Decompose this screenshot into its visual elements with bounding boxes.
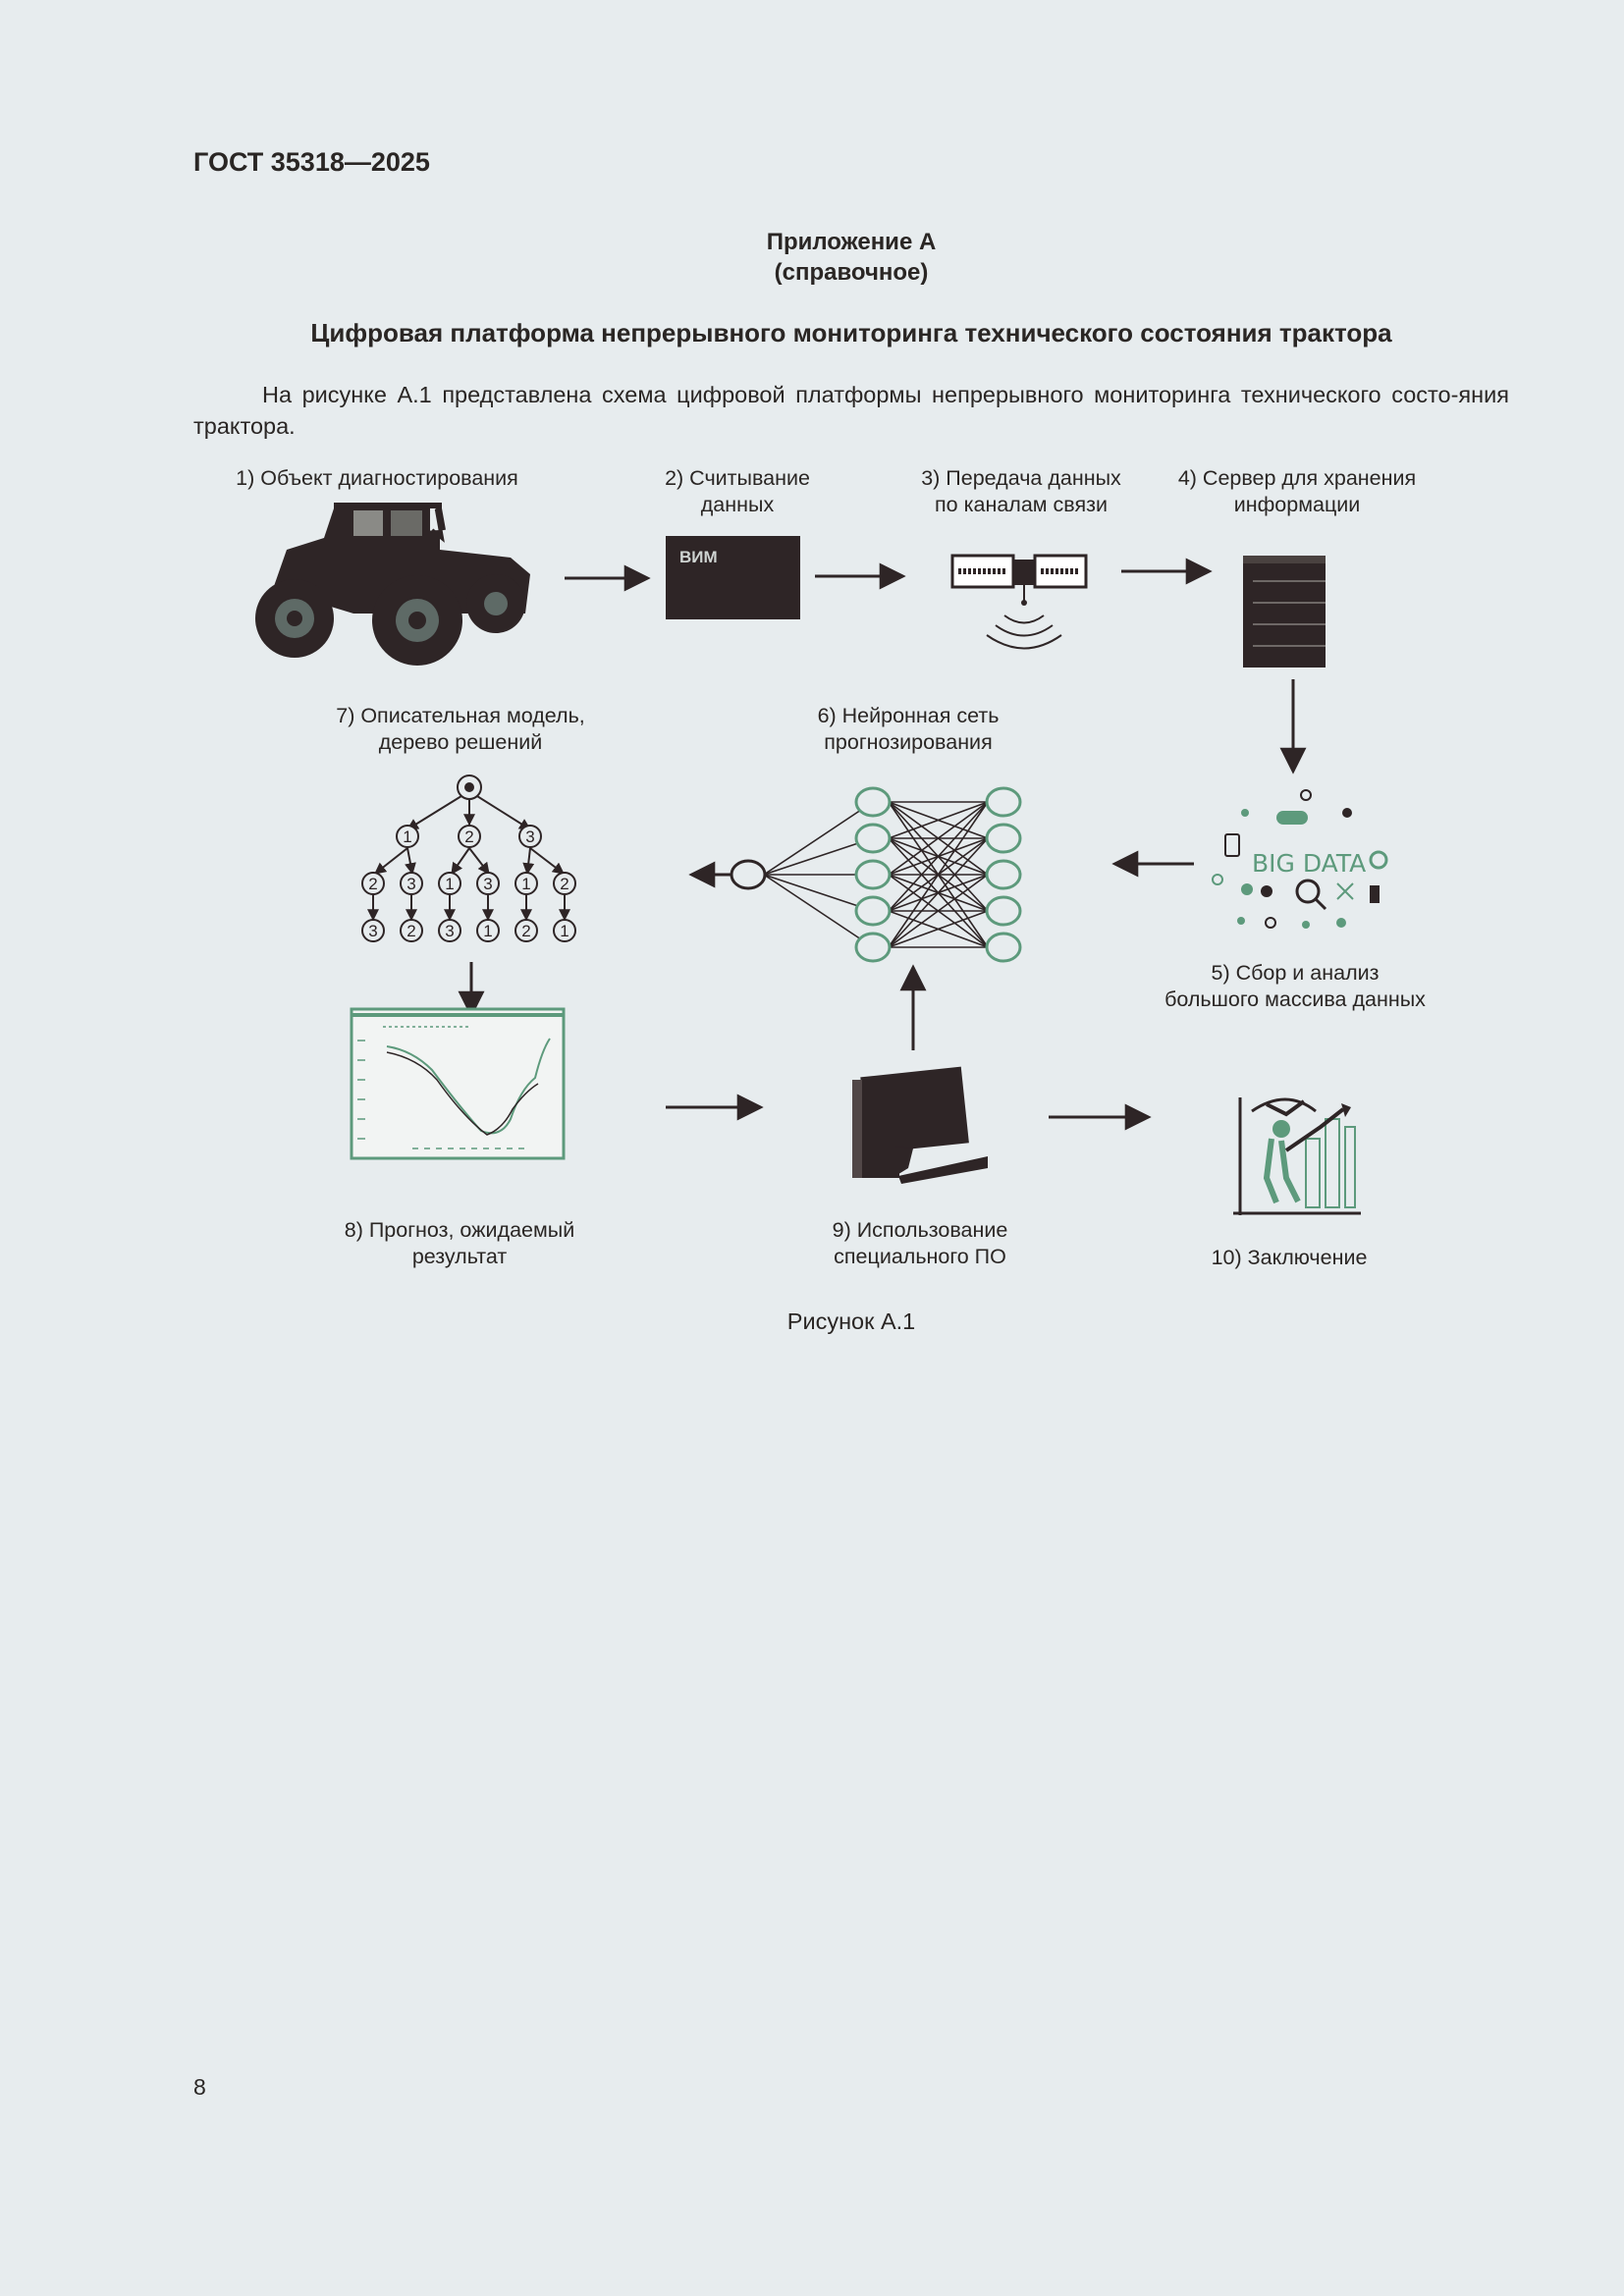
section-title: Цифровая платформа непрерывного мониторинга технического состояния трактора (310, 318, 1392, 347)
tree-node: 2 (521, 922, 531, 940)
step-2-title: 2) Считывание (665, 466, 810, 490)
annex-title: Приложение А (766, 229, 937, 255)
tree-node: 3 (368, 922, 378, 940)
tractor-icon (255, 503, 530, 666)
step-9-subtitle: специального ПО (834, 1245, 1006, 1268)
tree-node: 3 (483, 875, 493, 893)
annex-subtitle: (справочное) (774, 259, 929, 286)
tree-node: 2 (406, 922, 416, 940)
data-reader-icon (666, 536, 800, 619)
page-number: 8 (193, 2074, 206, 2100)
step-1-label (203, 465, 551, 492)
big-data-icon (1213, 790, 1386, 929)
step-10-label (1171, 1245, 1407, 1271)
neural-network-icon (731, 788, 1020, 961)
step-3-title: 3) Передача данных (921, 466, 1121, 490)
big-data-label: BIG DATA (1252, 849, 1367, 878)
tree-node: 3 (525, 828, 535, 846)
satellite-icon (952, 556, 1086, 649)
forecast-chart-icon (352, 1009, 564, 1158)
tree-node: 1 (483, 922, 493, 940)
step-3-subtitle: по каналам связи (935, 493, 1108, 516)
tree-node: 1 (521, 875, 531, 893)
device-label: ВИМ (679, 548, 718, 566)
step-5-label (1137, 960, 1453, 1013)
step-6-label (776, 703, 1041, 756)
step-8-title: 8) Прогноз, ожидаемый (344, 1218, 575, 1242)
step-5-subtitle: большого массива данных (1164, 988, 1426, 1011)
step-7-subtitle: дерево решений (378, 730, 543, 754)
step-4-title: 4) Сервер для хранения (1177, 466, 1417, 490)
step-8-subtitle: результат (411, 1245, 508, 1268)
decision-tree-icon (362, 775, 575, 941)
step-1-title: 1) Объект диагностирования (236, 466, 518, 490)
step-4-subtitle: информации (1233, 493, 1361, 516)
document-code: ГОСТ 35318—2025 (193, 147, 430, 177)
step-5-title: 5) Сбор и анализ (1211, 961, 1380, 985)
step-2-label (622, 465, 853, 518)
step-7-label (298, 703, 623, 756)
tree-node: 2 (560, 875, 569, 893)
tree-node: 2 (464, 828, 474, 846)
tree-node: 3 (445, 922, 455, 940)
tree-node: 1 (403, 828, 412, 846)
step-7-title: 7) Описательная модель, (336, 704, 585, 727)
intro-text: На рисунке А.1 представлена схема цифровой платформы непрерывного мониторинга технического состо-яния трактора. (193, 382, 1509, 439)
step-8-label (307, 1217, 612, 1270)
step-10-title: 10) Заключение (1211, 1246, 1368, 1269)
tree-node: 3 (406, 875, 416, 893)
tree-node: 1 (445, 875, 455, 893)
step-6-title: 6) Нейронная сеть (817, 704, 1000, 727)
figure-caption: Рисунок А.1 (786, 1308, 916, 1334)
computer-icon (852, 1067, 988, 1184)
step-9-label (791, 1217, 1049, 1270)
tree-node: 1 (560, 922, 569, 940)
step-2-subtitle: данных (700, 493, 775, 516)
step-9-title: 9) Использование (832, 1218, 1008, 1242)
step-3-label (892, 465, 1151, 518)
conclusion-icon (1233, 1097, 1361, 1215)
step-6-subtitle: прогнозирования (824, 730, 993, 754)
server-icon (1243, 556, 1326, 667)
tree-node: 2 (368, 875, 378, 893)
step-4-label (1151, 465, 1443, 518)
